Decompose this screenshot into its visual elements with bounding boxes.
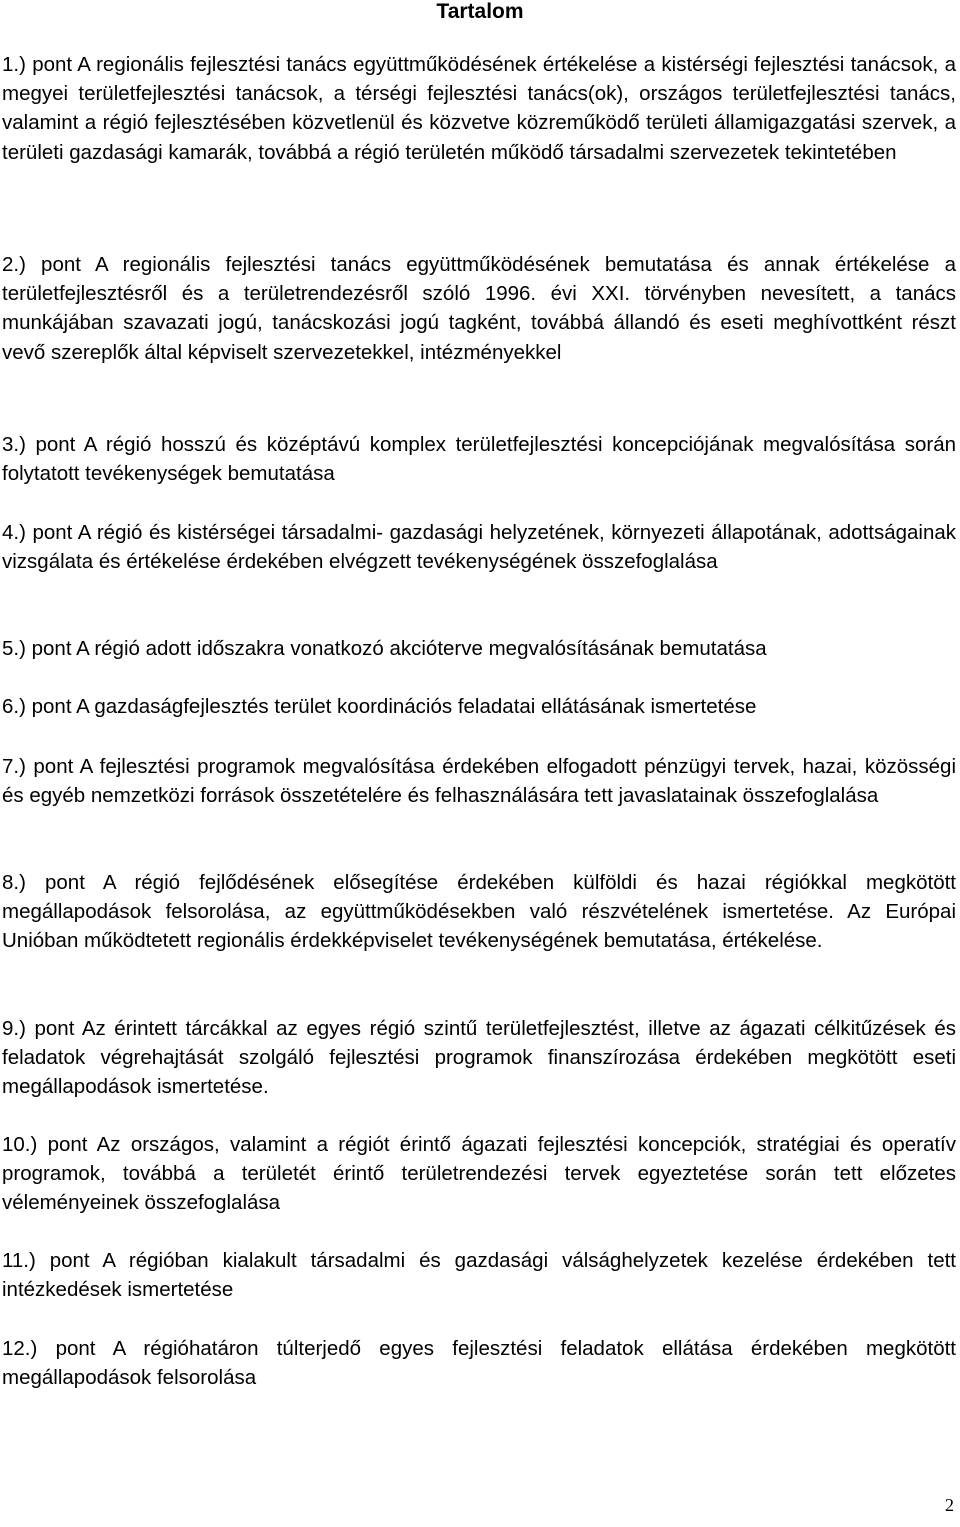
toc-item-1: 1.) pont A regionális fejlesztési tanács együttműködésének értékelése a kistérségi fejlesztési tanácsok, a megyei területfejlesztési tanácsok, a térségi fejlesztési tanács(ok), országos területfejlesztési tanács, valamint a régió fejlesztésében közvetlenül és közvetve közreműködő területi államigazgatási szervek, a területi gazdasági kamarák, továbbá a régió területén működő társadalmi szervezetek tekintetében — [2, 53, 956, 164]
toc-item-6: 6.) pont A gazdaságfejlesztés terület koordinációs feladatai ellátásának ismertetése — [2, 695, 757, 718]
toc-item-2: 2.) pont A regionális fejlesztési tanács együttműködésének bemutatása és annak értékelése a területfejlesztésről és a területrendezésről szóló 1996. évi XXI. törvényben nevesített, a tanács munkájában szavazati jogú, tanácskozási jogú tagként, továbbá állandó és eseti meghívottként részt vevő szereplők által képviselt szervezetekkel, intézményekkel — [2, 253, 956, 364]
page-title: Tartalom — [436, 0, 524, 23]
toc-item-11: 11.) pont A régióban kialakult társadalmi és gazdasági válsághelyzetek kezelése érdekében tett intézkedések ismertetése — [2, 1249, 956, 1302]
toc-item-5: 5.) pont A régió adott időszakra vonatkozó akcióterve megvalósításának bemutatása — [2, 637, 767, 660]
toc-item-8: 8.) pont A régió fejlődésének elősegítése érdekében külföldi és hazai régiókkal megkötött megállapodások felsorolása, az együttműködésekben való részvételének ismertetése. Az Európai Unióban működtetett regionális érdekképviselet tevékenységének bemutatása, értékelése. — [2, 871, 956, 953]
toc-item-10: 10.) pont Az országos, valamint a régiót érintő ágazati fejlesztési koncepciók, stratégiai és operatív programok, továbbá a területét érintő területrendezési tervek egyeztetése során tett előzetes véleményeinek összefoglalása — [2, 1133, 956, 1215]
page-number: 2 — [945, 1495, 954, 1515]
toc-item-4: 4.) pont A régió és kistérségei társadalmi- gazdasági helyzetének, környezeti állapotának, adottságainak vizsgálata és értékelése érdekében elvégzett tevékenységének összefoglalása — [2, 521, 956, 574]
toc-item-12: 12.) pont A régióhatáron túlterjedő egyes fejlesztési feladatok ellátása érdekében megkötött megállapodások felsorolása — [2, 1337, 956, 1390]
toc-item-7: 7.) pont A fejlesztési programok megvalósítása érdekében elfogadott pénzügyi tervek, hazai, közösségi és egyéb nemzetközi források összetételére és felhasználására tett javaslatainak összefoglalása — [2, 755, 956, 808]
toc-item-9: 9.) pont Az érintett tárcákkal az egyes régió szintű területfejlesztést, illetve az ágazati célkitűzések és feladatok végrehajtását szolgáló fejlesztési programok finanszírozása érdekében megkötött eseti megállapodások ismertetése. — [2, 1017, 956, 1099]
toc-item-3: 3.) pont A régió hosszú és középtávú komplex területfejlesztési koncepciójának megvalósítása során folytatott tevékenységek bemutatása — [2, 433, 956, 486]
